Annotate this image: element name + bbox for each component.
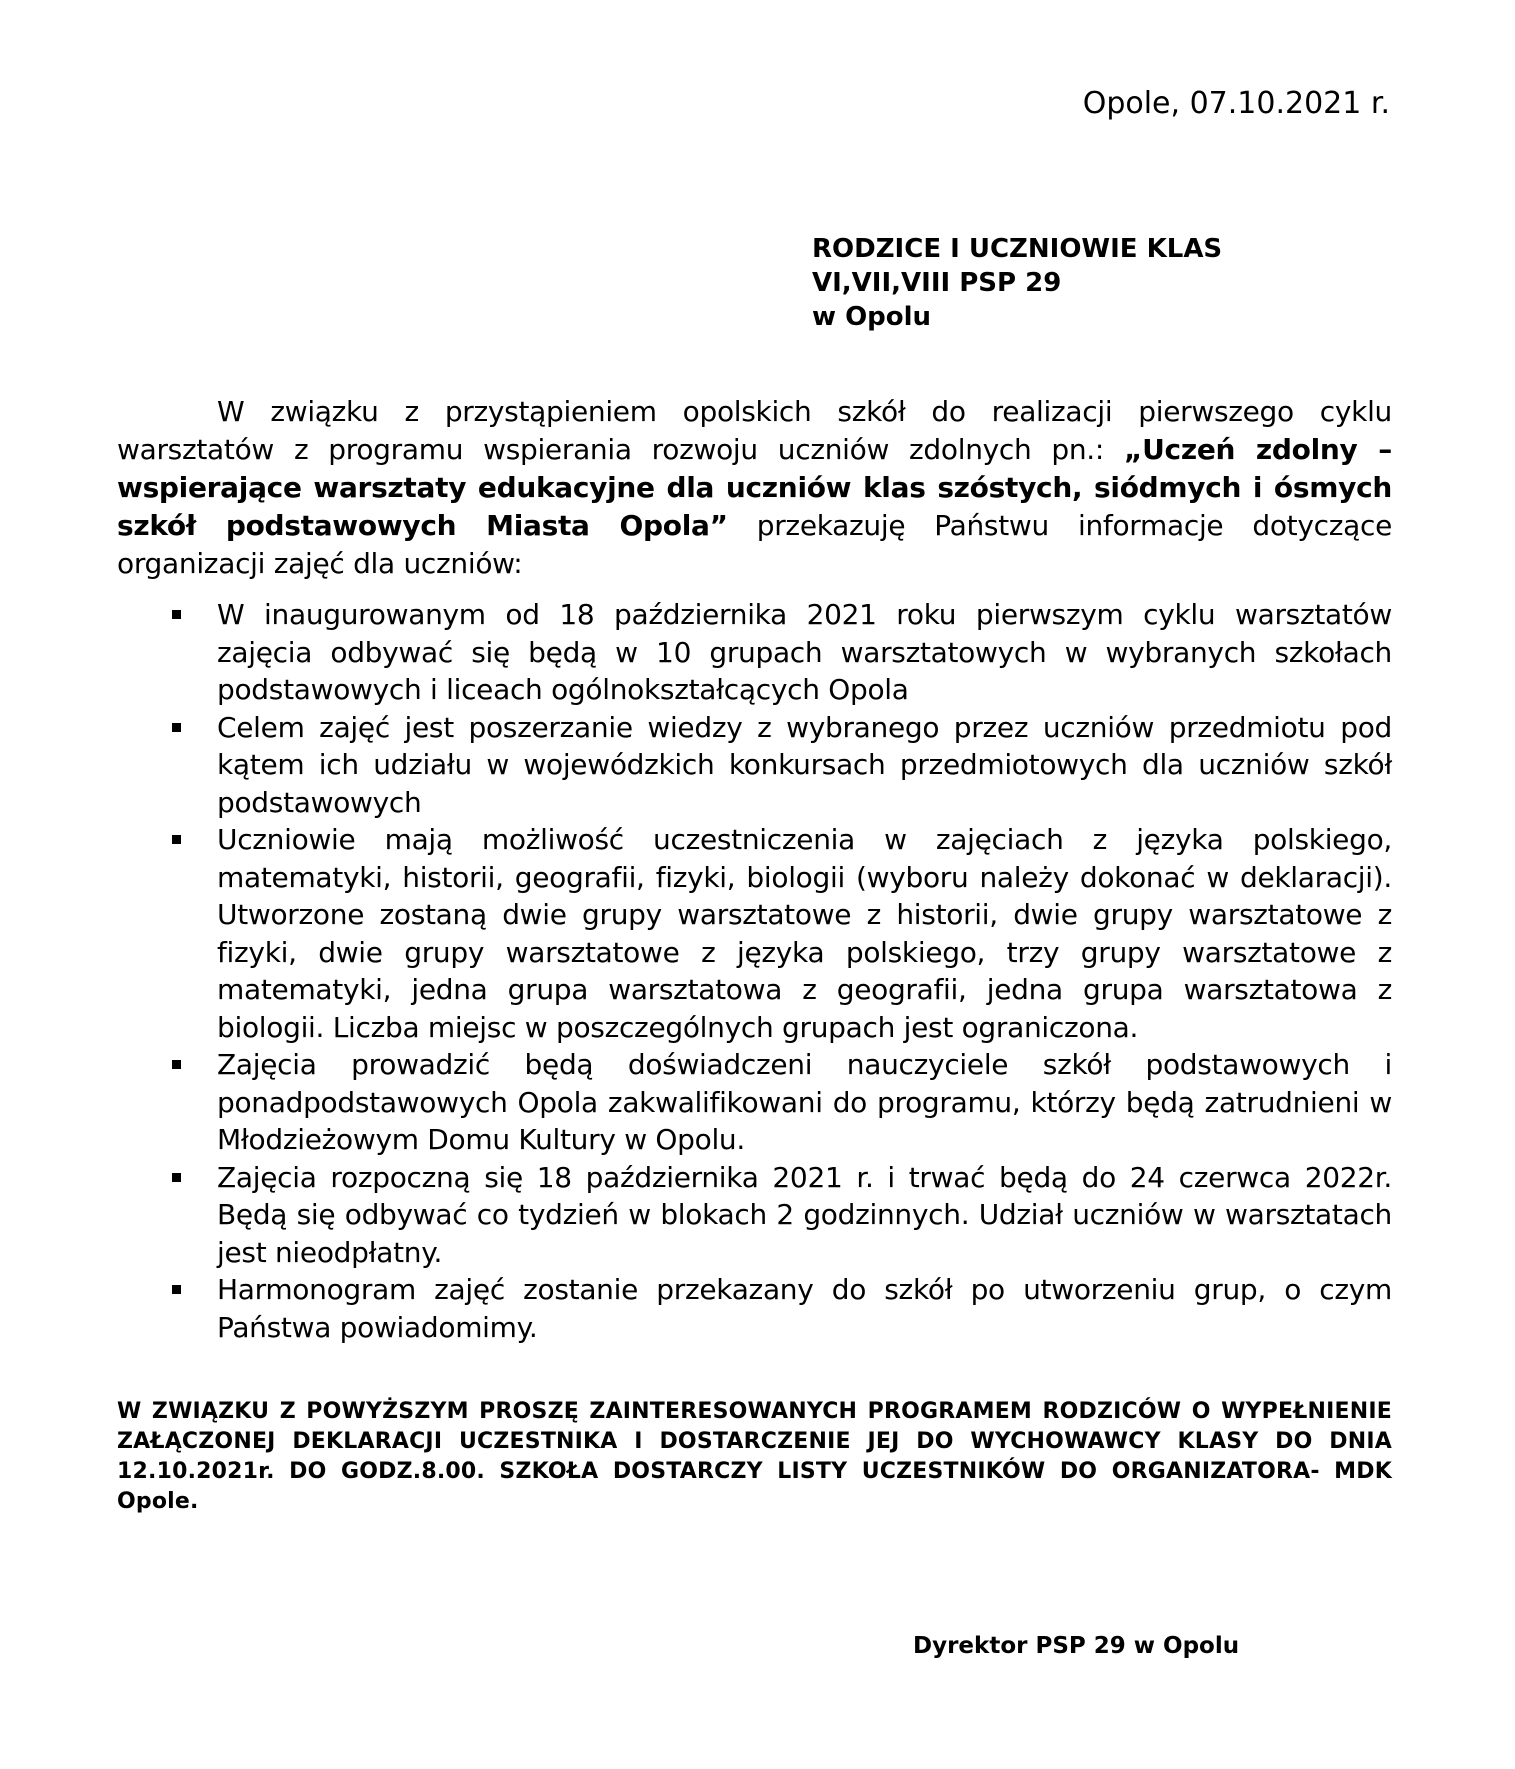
list-item bbox=[117, 1046, 1392, 1159]
program-name: „Uczeń zdolny – wspierające warsztaty edukacyjne dla uczniów klas szóstych, siódmych i ósmych szkół podstawowych Miasta Opola” bbox=[117, 433, 1392, 542]
intro-paragraph bbox=[117, 393, 1392, 583]
list-item bbox=[117, 709, 1392, 822]
document-date: Opole, 07.10.2021 r. bbox=[1082, 86, 1390, 121]
intro-text-before: W związku z przystąpieniem opolskich szkół do realizacji pierwszego cyklu warsztatów z programu wspierania rozwoju uczniów zdolnych pn.: bbox=[117, 395, 1392, 466]
square-bullet-icon bbox=[172, 1060, 181, 1069]
list-item-text: Zajęcia rozpoczną się 18 października 2021 r. i trwać będą do 24 czerwca 2022r. Będą się odbywać co tydzień w blokach 2 godzinnych. Udział uczniów w warsztatach jest nieodpłatny. bbox=[217, 1160, 1392, 1269]
list-item-text: Uczniowie mają możliwość uczestniczenia w zajęciach z języka polskiego, matematyki, historii, geografii, fizyki, biologii (wyboru należy dokonać w deklaracji). Utworzone zostaną dwie grupy warsztatowe z historii, dwie grupy warsztatowe z fizyki, dwie grupy warsztatowe z języka polskiego, trzy grupy warsztatowe z matematyki, jedna grupa warsztatowa z geografii, jedna grupa warsztatowa z biologii. Liczba miejsc w poszczególnych grupach jest ograniczona. bbox=[217, 823, 1392, 1044]
recipient-line: w Opolu bbox=[812, 302, 932, 332]
list-item-text: Zajęcia prowadzić będą doświadczeni nauczyciele szkół podstawowych i ponadpodstawowych Opola zakwalifikowani do programu, którzy będą zatrudnieni w Młodzieżowym Domu Kultury w Opolu. bbox=[217, 1048, 1392, 1156]
recipient-line: VI,VII,VIII PSP 29 bbox=[812, 268, 1062, 298]
list-item-text: Harmonogram zajęć zostanie przekazany do szkół po utworzeniu grup, o czym Państwa powiadomimy. bbox=[217, 1273, 1392, 1344]
notice-paragraph: W ZWIĄZKU Z POWYŻSZYM PROSZĘ ZAINTERESOWANYCH PROGRAMEM RODZICÓW O WYPEŁNIENIE ZAŁĄCZONEJ DEKLARACJI UCZESTNIKA I DOSTARCZENIE JEJ DO WYCHOWAWCY KLASY DO DNIA 12.10.2021r. DO GODZ.8.00. SZKOŁA DOSTARCZY LISTY UCZESTNIKÓW DO ORGANIZATORA- MDK Opole. bbox=[117, 1399, 1392, 1514]
signature: Dyrektor PSP 29 w Opolu bbox=[913, 1633, 1240, 1659]
square-bullet-icon bbox=[172, 723, 181, 732]
list-item bbox=[117, 596, 1392, 709]
square-bullet-icon bbox=[172, 1173, 181, 1182]
list-item bbox=[117, 821, 1392, 1046]
recipient-line: RODZICE I UCZNIOWIE KLAS bbox=[812, 234, 1223, 264]
list-item bbox=[117, 1159, 1392, 1272]
list-item-text: W inaugurowanym od 18 października 2021 roku pierwszym cyklu warsztatów zajęcia odbywać się będą w 10 grupach warsztatowych w wybranych szkołach podstawowych i liceach ogólnokształcących Opola bbox=[217, 598, 1392, 706]
square-bullet-icon bbox=[172, 610, 181, 619]
list-item-text: Celem zajęć jest poszerzanie wiedzy z wybranego przez uczniów przedmiotu pod kątem ich udziału w wojewódzkich konkursach przedmiotowych dla uczniów szkół podstawowych bbox=[217, 710, 1392, 819]
recipient-block bbox=[812, 232, 1412, 334]
information-list bbox=[117, 596, 1392, 1346]
square-bullet-icon bbox=[172, 835, 181, 844]
square-bullet-icon bbox=[172, 1285, 181, 1294]
list-item bbox=[117, 1271, 1392, 1346]
intro-text-after: przekazuję Państwu informacje dotyczące organizacji zajęć dla uczniów: bbox=[117, 509, 1393, 580]
